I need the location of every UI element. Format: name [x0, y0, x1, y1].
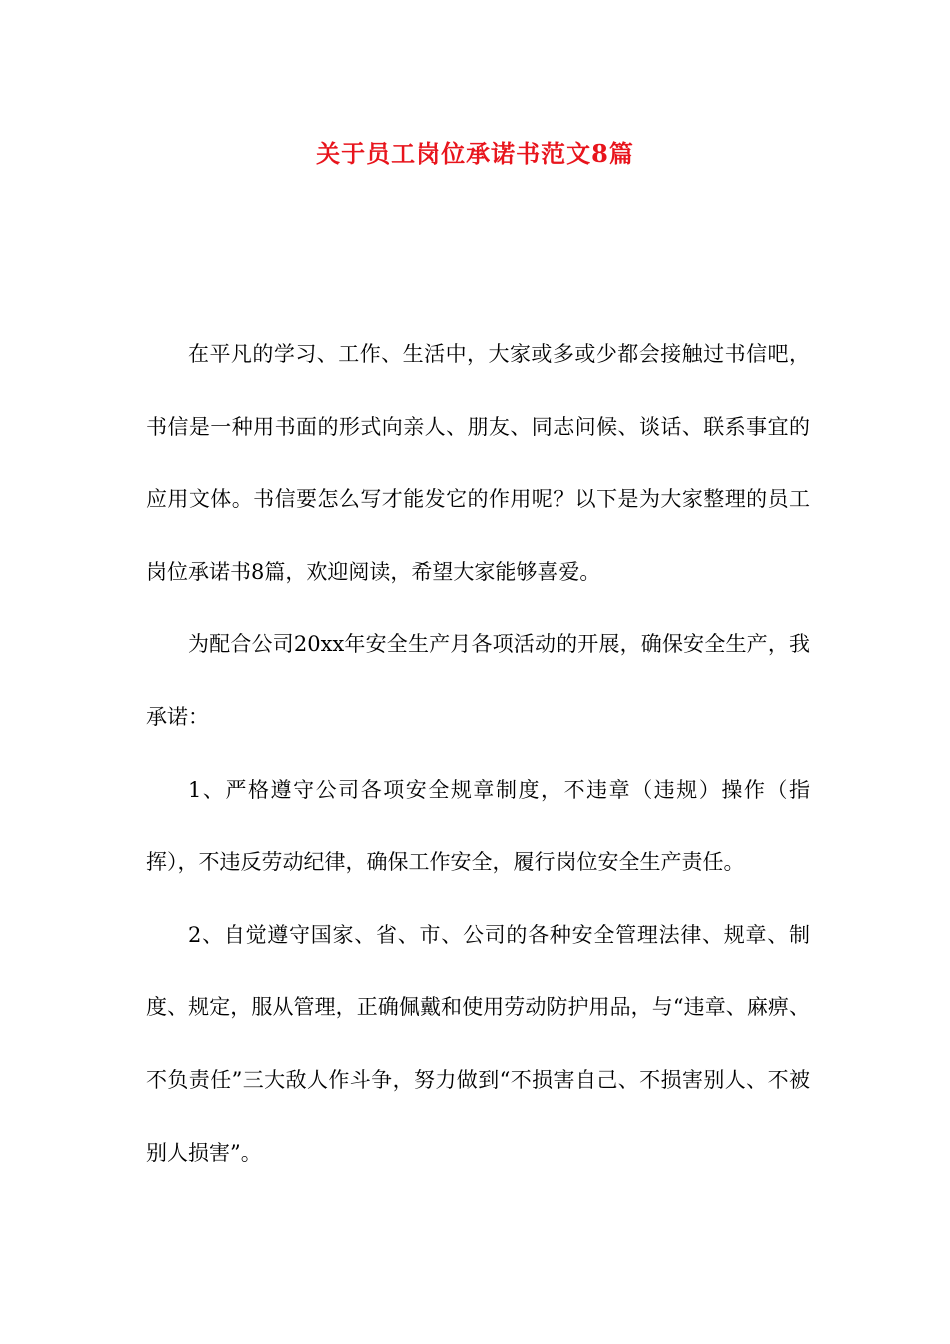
paragraph-item-2: 2、自觉遵守国家、省、市、公司的各种安全管理法律、规章、制度、规定，服从管理，正确佩戴和使用劳动防护用品，与“违章、麻痹、不负责任”三大敌人作斗争，努力做到“不损害自己、不损害别人、不被别人损害”。: [146, 922, 810, 1165]
paragraph-intro: 在平凡的学习、工作、生活中，大家或多或少都会接触过书信吧，书信是一种用书面的形式向亲人、朋友、同志问候、谈话、联系事宜的应用文体。书信要怎么写才能发它的作用呢？以下是为大家整理的员工岗位承诺书8篇，欢迎阅读，希望大家能够喜爱。: [146, 342, 810, 584]
paragraph-commitment-lead: 为配合公司20xx年安全生产月各项活动的开展，确保安全生产，我承诺：: [146, 632, 810, 729]
document-body: [146, 318, 810, 1189]
paragraph-item-1: 1、严格遵守公司各项安全规章制度，不违章（违规）操作（指挥），不违反劳动纪律，确保工作安全，履行岗位安全生产责任。: [146, 777, 810, 875]
document-title: 关于员工岗位承诺书范文8篇: [316, 139, 634, 168]
